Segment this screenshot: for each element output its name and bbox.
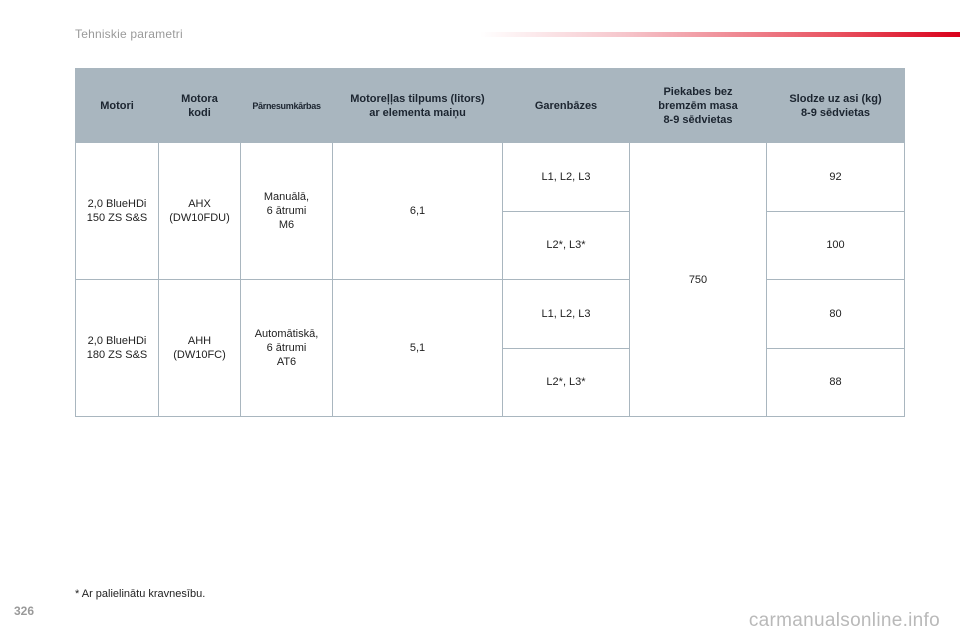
cell-engine-code: AHX (DW10FDU) <box>159 143 241 280</box>
cell-axle-load: 80 <box>767 280 905 349</box>
cell-wheelbase: L1, L2, L3 <box>503 143 630 212</box>
cell-engine-code: AHH (DW10FC) <box>159 280 241 417</box>
page-number: 326 <box>14 604 35 618</box>
cell-wheelbase: L1, L2, L3 <box>503 280 630 349</box>
cell-wheelbase: L2*, L3* <box>503 348 630 417</box>
cell-axle-load: 88 <box>767 348 905 417</box>
col-header-oil-capacity: Motoreļļas tilpums (litors) ar elementa maiņu <box>333 69 503 143</box>
cell-gearbox: Automātiskā, 6 ātrumi AT6 <box>241 280 333 417</box>
cell-axle-load: 100 <box>767 211 905 280</box>
col-header-wheelbases: Garenbāzes <box>503 69 630 143</box>
cell-motor: 2,0 BlueHDi 180 ZS S&S <box>76 280 159 417</box>
engine-spec-table <box>75 68 905 417</box>
table-header-row <box>76 69 905 143</box>
cell-oil-capacity: 6,1 <box>333 143 503 280</box>
cell-oil-capacity: 5,1 <box>333 280 503 417</box>
footnote: * Ar palielinātu kravnesību. <box>75 588 206 600</box>
watermark: carmanualsonline.info <box>748 610 940 631</box>
header-accent-bar <box>480 32 960 37</box>
table-row <box>76 143 905 212</box>
cell-axle-load: 92 <box>767 143 905 212</box>
cell-wheelbase: L2*, L3* <box>503 211 630 280</box>
page-section-title: Tehniskie parametri <box>75 27 183 41</box>
col-header-unbraked-trailer-mass: Piekabes bez bremzēm masa 8-9 sēdvietas <box>630 69 767 143</box>
cell-motor: 2,0 BlueHDi 150 ZS S&S <box>76 143 159 280</box>
col-header-engine-codes: Motora kodi <box>159 69 241 143</box>
table-row <box>76 280 905 349</box>
col-header-gearboxes: Pārnesumkārbas <box>241 69 333 143</box>
cell-trailer-mass: 750 <box>630 143 767 417</box>
col-header-engines: Motori <box>76 69 159 143</box>
col-header-axle-load: Slodze uz asi (kg) 8-9 sēdvietas <box>767 69 905 143</box>
cell-gearbox: Manuālā, 6 ātrumi M6 <box>241 143 333 280</box>
